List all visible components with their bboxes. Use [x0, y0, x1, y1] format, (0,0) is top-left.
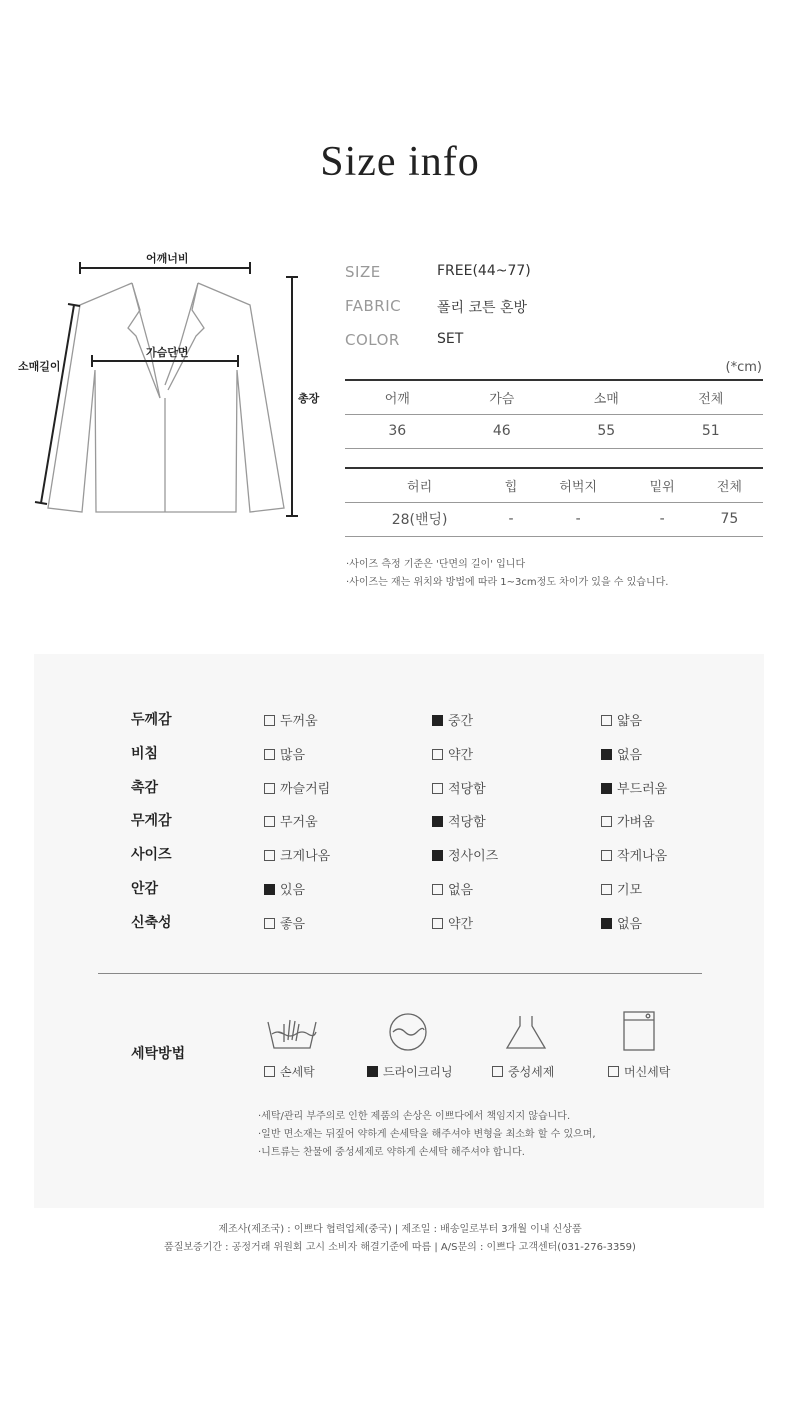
attribute-option — [601, 710, 642, 729]
machine-wash-icon — [622, 1010, 656, 1052]
size-key: SIZE — [345, 263, 381, 281]
checkbox — [432, 884, 443, 895]
size-value: FREE(44~77) — [437, 263, 531, 279]
garment-diagram — [0, 240, 330, 540]
chest-label: 가슴단면 — [146, 346, 189, 359]
attribute-option-label: 없음 — [617, 747, 643, 763]
fabric-attributes-panel — [34, 654, 764, 1208]
attribute-option — [264, 879, 305, 898]
attribute-option — [264, 778, 330, 797]
attribute-option — [264, 845, 330, 864]
dry-clean-icon — [388, 1012, 428, 1052]
attribute-label: 신축성 — [131, 914, 172, 931]
attribute-option-label: 작게나옴 — [617, 849, 668, 865]
checkbox — [264, 918, 275, 929]
attribute-option-label: 많음 — [280, 747, 306, 763]
checkbox — [264, 715, 275, 726]
checkbox — [492, 1066, 503, 1077]
attribute-option — [601, 913, 642, 932]
jacket-outline — [0, 240, 330, 540]
attribute-option — [264, 710, 318, 729]
attribute-option — [432, 744, 473, 763]
care-note: ·세탁/관리 부주의로 인한 제품의 손상은 이쁘다에서 책임지지 않습니다. — [258, 1111, 571, 1122]
checkbox — [367, 1066, 378, 1077]
attribute-option-label: 얇음 — [617, 714, 643, 729]
footer-line: 제조사(제조국) : 이쁘다 협력업체(중국) | 제조일 : 배송일로부터 3개월 이내 신상품 — [218, 1224, 582, 1235]
attribute-option — [432, 913, 473, 932]
wash-option — [367, 1063, 453, 1080]
wash-option — [264, 1063, 315, 1080]
length-label: 총장 — [298, 392, 320, 405]
color-value: SET — [437, 331, 464, 347]
checkbox — [432, 749, 443, 760]
table-header: 밑위 — [629, 468, 696, 502]
table-cell: 75 — [696, 502, 763, 536]
table-header: 전체 — [659, 380, 764, 414]
wash-option-label: 손세탁 — [280, 1065, 315, 1079]
attribute-option-label: 두꺼움 — [280, 714, 318, 729]
checkbox — [432, 850, 443, 861]
checkbox — [601, 816, 612, 827]
attribute-option-label: 정사이즈 — [448, 849, 499, 865]
attribute-label: 비침 — [131, 745, 159, 762]
attribute-option — [432, 879, 473, 898]
neutral-detergent-icon — [504, 1012, 548, 1052]
attribute-option-label: 적당함 — [448, 781, 486, 797]
attribute-option-label: 없음 — [448, 883, 474, 898]
fabric-key: FABRIC — [345, 297, 402, 315]
attribute-option-label: 좋음 — [280, 916, 306, 932]
checkbox — [601, 783, 612, 794]
checkbox — [601, 850, 612, 861]
shoulder-label: 어깨너비 — [146, 252, 189, 265]
table-cell: 28(밴딩) — [345, 502, 494, 536]
table-cell: - — [494, 502, 528, 536]
attribute-option — [601, 744, 642, 763]
unit-label: (*cm) — [725, 360, 762, 375]
attribute-option-label: 중간 — [448, 714, 474, 729]
checkbox — [432, 918, 443, 929]
wash-option — [492, 1063, 554, 1080]
attribute-option — [601, 879, 642, 898]
attribute-option-label: 부드러움 — [617, 781, 668, 797]
checkbox — [264, 850, 275, 861]
table-header: 힙 — [494, 468, 528, 502]
wash-option-label: 드라이크리닝 — [383, 1065, 453, 1079]
divider — [98, 973, 702, 974]
checkbox — [264, 884, 275, 895]
table-cell: 55 — [554, 414, 659, 448]
table-cell: - — [528, 502, 629, 536]
color-key: COLOR — [345, 331, 400, 349]
footer-line: 품질보증기간 : 공정거래 위원회 고시 소비자 해결기준에 따름 | A/S문의 : 이쁘다 고객센터(031-276-3359) — [164, 1242, 636, 1253]
measure-note: ·사이즈 측정 기준은 '단면의 길이' 입니다 — [346, 559, 526, 570]
checkbox — [264, 749, 275, 760]
checkbox — [432, 816, 443, 827]
checkbox — [432, 783, 443, 794]
attribute-option-label: 없음 — [617, 916, 643, 932]
attribute-label: 사이즈 — [131, 847, 172, 864]
table-cell: 36 — [345, 414, 450, 448]
table-header: 어깨 — [345, 380, 450, 414]
checkbox — [601, 918, 612, 929]
attribute-option — [432, 778, 486, 797]
bottom-size-table — [345, 467, 763, 537]
attribute-option — [601, 778, 667, 797]
checkbox — [601, 715, 612, 726]
care-note: ·니트류는 찬물에 중성세제로 약하게 손세탁 해주셔야 합니다. — [258, 1147, 525, 1158]
wash-title: 세탁방법 — [131, 1046, 186, 1062]
checkbox — [264, 816, 275, 827]
table-cell: 46 — [450, 414, 555, 448]
attribute-option-label: 약간 — [448, 916, 474, 932]
table-cell: - — [629, 502, 696, 536]
attribute-option-label: 약간 — [448, 747, 474, 763]
wash-option-label: 머신세탁 — [624, 1065, 671, 1079]
attribute-option — [432, 811, 486, 830]
top-size-table — [345, 379, 763, 449]
table-header: 소매 — [554, 380, 659, 414]
checkbox — [601, 749, 612, 760]
wash-option-label: 중성세제 — [508, 1065, 555, 1079]
wash-option — [608, 1063, 670, 1080]
measure-note: ·사이즈는 재는 위치와 방법에 따라 1~3cm정도 차이가 있을 수 있습니다. — [346, 577, 669, 588]
attribute-label: 안감 — [131, 881, 159, 897]
attribute-option — [432, 710, 473, 729]
attribute-option-label: 기모 — [617, 883, 643, 898]
checkbox — [432, 715, 443, 726]
page-title: Size info — [320, 139, 480, 185]
checkbox — [264, 1066, 275, 1077]
attribute-option-label: 크게나옴 — [280, 849, 331, 865]
attribute-option — [432, 845, 498, 864]
table-header: 허벅지 — [528, 468, 629, 502]
attribute-option — [264, 744, 305, 763]
attribute-option-label: 까슬거림 — [280, 781, 331, 797]
attribute-option-label: 적당함 — [448, 815, 486, 831]
table-cell: 51 — [659, 414, 764, 448]
attribute-label: 무게감 — [131, 813, 172, 830]
checkbox — [601, 884, 612, 895]
checkbox — [264, 783, 275, 794]
attribute-option-label: 가벼움 — [617, 815, 655, 831]
sleeve-label: 소매길이 — [18, 360, 61, 373]
table-header: 가슴 — [450, 380, 555, 414]
attribute-option — [264, 811, 318, 830]
fabric-value: 폴리 코튼 혼방 — [437, 300, 528, 316]
attribute-label: 촉감 — [131, 779, 159, 796]
attribute-option — [264, 913, 305, 932]
attribute-option-label: 있음 — [280, 883, 306, 898]
attribute-label: 두께감 — [131, 712, 172, 728]
attribute-option-label: 무거움 — [280, 815, 318, 831]
hand-wash-icon — [264, 1014, 320, 1054]
checkbox — [608, 1066, 619, 1077]
table-header: 허리 — [345, 468, 494, 502]
care-note: ·일반 면소재는 뒤짚어 약하게 손세탁을 해주셔야 변형을 최소화 할 수 있으며, — [258, 1129, 596, 1140]
table-header: 전체 — [696, 468, 763, 502]
attribute-option — [601, 811, 655, 830]
attribute-option — [601, 845, 667, 864]
